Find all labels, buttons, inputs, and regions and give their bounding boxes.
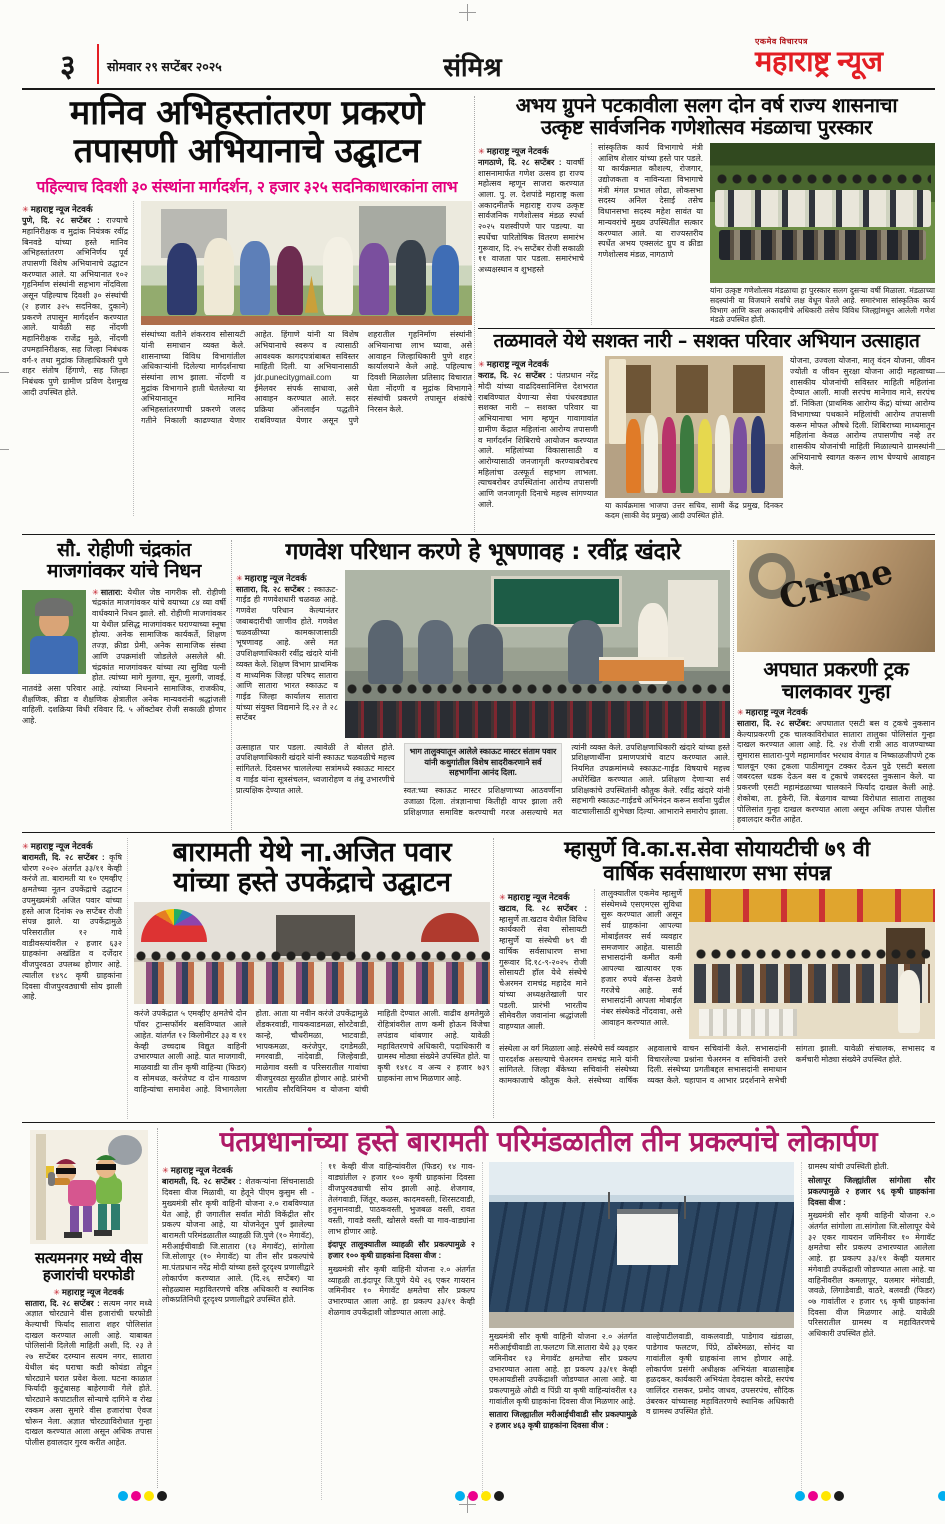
gharfodi-headline-line2: हजारांची घरफोडी: [42, 1265, 135, 1284]
maniv-body: संस्थांच्या वतीने शंकरराव सोसायटी यांनी समाधान व्यक्त केले. शासनाच्या विविध विभागांतील अधिकाऱ्यांनी दिलेल्या मार्गदर्शनाचा संस्थांना लाभ झाला. नोंदणी व मुद्रांक विभागाने हाती घेतलेल्या या अभियानातून मानिव अभिहस्तांतरणाची प्रकरणे जलद गतीने निकाली काढण्यात येणार आहेत. हिंगाणे यांनी या विशेष अभियानाचे स्वरूप व त्यासाठी आवश्यक कागदपत्रांबाबत सविस्तर माहिती दिली. या अभियानासाठी jdr.punecitygmail.com या ईमेलवर संपर्क साधावा, असे आवाहन करण्यात आले. सदर प्रक्रिया ऑनलाईन पद्धतीने राबविण्यात येणार असून पुणे शहरातील गृहनिर्माण संस्थांनी अभियानाचा लाभ घ्यावा, असे आवाहन जिल्हाधिकारी पुणे शहर कार्यालयाने केले आहे. पहिल्याच दिवशी मिळालेला प्रतिसाद विचारात घेता नोंदणी व मुद्रांक विभागाने संस्थांची प्रकरणे तपासून शंकांचे निरसन केले.: [141, 330, 472, 425]
photo-figure: [240, 241, 270, 315]
photo-plaque: [276, 915, 354, 956]
photo-chairs: [699, 1009, 797, 1036]
photo-chalkboard: [491, 576, 622, 626]
photo-maniv-inauguration: [141, 201, 472, 325]
talmavale-col-1: [478, 356, 598, 521]
magenta-dot-icon: [468, 1491, 478, 1501]
header-red-divider: [97, 44, 99, 84]
baramati-c2: विभागलेला होता. आता या नवीन करंजे उपकेंद्रामुळे शेंडकरवाडी, गायकवाडमळा, सोरटेवाडी, कान्हे, चौधरीमळा, भाटवाडी, भापकमळा, करंजेपुर, दगडेमळी, मगरवाडी, नांदेवाडी, जिल्हेवाडी, माळेगाव वस्ती व परिसरातील गावांचा वीजपुरवठा सुरळीत होणार आहे.: [215, 1009, 369, 1094]
article-mhasurne: [499, 838, 935, 1119]
ganvesh-dateline: सातारा, दि. २८ सप्टेंबर :: [236, 584, 311, 594]
maniv-left-column: [22, 201, 134, 516]
photo-figure: [715, 415, 729, 493]
black-dot-icon: [494, 1491, 504, 1501]
abhay-col-2: [591, 143, 703, 325]
gharfodi-byline: ✳ महाराष्ट्र न्यूज नेटवर्क: [53, 1286, 124, 1297]
logo-title: महाराष्ट्र न्यूज: [755, 46, 883, 78]
rule-row-2: [22, 534, 935, 535]
ganvesh-highlight-box: भाग तालुक्यातून आलेले स्काऊट मास्टर संताम पवार यांनी कथुगांतील विशेष सादरीकरणाने सर्व सहभागींना आनंद दिला.: [404, 743, 563, 783]
mhasurne-byline: ✳ महाराष्ट्र न्यूज नेटवर्क: [499, 892, 570, 903]
edge-tick-left-2: [0, 449, 9, 450]
photo-window: [733, 365, 765, 413]
byline-star-icon: ✳: [478, 146, 485, 156]
edge-tick-left-1: [0, 372, 9, 373]
mhasurne-headline-line2: वार्षिक सर्वसाधारण सभा संपन्न: [603, 860, 831, 885]
baramati-c3: प्रारंभी भारतीय सौरविनियम व योजना यांची माहिती देण्यात आली. वाढीव क्षमतेमुळे रोहित्रांवरील ताण कमी होऊन विजेचा लपंडाव थांबणार आहे. यावेळी महावितरणचे अधिकारी, पदाधिकारी व ग्रामस्थ मोठ्या संख्येने उपस्थित होते. या कृषी १४१८ व अन्य २ हजार ७३९ ग्राहकांना लाभ मिळणार आहे.: [255, 1009, 490, 1094]
obituary-headline-line2: माजगांवकर यांचे निधन: [47, 560, 201, 583]
byline-star-icon: ✳: [22, 842, 29, 851]
photo-curtain: [668, 580, 718, 667]
photo-figure: [359, 243, 389, 315]
lokarpan-center-bottom-columns: [489, 1332, 794, 1500]
abhay-col-1: [478, 143, 584, 325]
edge-tick-right-2: [936, 449, 945, 450]
maniv-dateline: पुणे, दि. २८ सप्टेंबर :: [22, 216, 100, 226]
article-apghat: [737, 540, 935, 830]
page-date: सोमवार २९ सप्टेंबर २०२५: [107, 60, 222, 74]
photo-mhasurne-meeting: [689, 889, 935, 1039]
photo-sari: [30, 636, 78, 674]
abhay-headline-line2: उत्कृष्ट सार्वजनिक गणेशोत्सव मंडळाचा पुरस्कार: [541, 115, 872, 140]
cmyk-registration-dots: [118, 1488, 170, 1506]
photo-solar-plant: [489, 1162, 794, 1328]
divider-v-2: [231, 540, 232, 830]
logo-tagline: एकमेव विचारपत्र: [755, 37, 808, 46]
article-maniv: [22, 94, 472, 532]
photo-table: [599, 657, 684, 681]
photo-figure: [167, 243, 197, 315]
byline-star-icon: ✳: [499, 893, 506, 903]
apghat-dateline: सातारा, दि. २८ सप्टेंबर:: [737, 718, 812, 728]
rule-above-talmavale: [478, 328, 935, 329]
lokarpan-col-b: [321, 1162, 475, 1500]
divider-v-5: [157, 1128, 158, 1488]
partial-cyan-dot-icon: [938, 1488, 945, 1506]
obituary-body: येथील जेष्ठ नागरीक सौ. रोहीणी चंद्रकांत माजगांवकर यांचे वयाच्या ८४ व्या वर्षी वार्धक्याने निधन झाले. सौ. रोहीणी माजगांवकर या येथील प्रसिद्ध माजगांवकर घराण्याच्या स्नूषा होत्या. अनेक सामाजिक कार्यकर्ते, शिक्षण तज्ज्ञ, क्रीडा प्रेमी, अनेक सामाजिक संस्था आणि उपक्रमांशी जोडलेले असलेले श्री. चंद्रकांत माजगांवकर यांच्या त्या सुविद्य पत्नी होत. त्यांच्या मागे मुलगा, सून, मुलगी, जावई, नातवंडे असा परिवार आहे. त्यांच्या निधनाने सामाजिक, राजकीय, शैक्षणिक, क्रीडा व शैक्षणिक क्षेत्रातील अनेक मान्यवरांनी श्रद्धांजली वाहिली. दशक्रिया विधी रविवार दि. ५ ऑक्टोबर रोजी सकाळी होणार आहे.: [22, 587, 226, 726]
photo-people-row-seated: [719, 230, 926, 261]
photo-maniv-lamp: [305, 276, 318, 313]
cyan-dot-icon: [118, 1491, 128, 1501]
photo-people-row-standing: [715, 190, 931, 226]
apghat-byline: ✳ महाराष्ट्र न्यूज नेटवर्क: [737, 706, 808, 717]
mhasurne-colb-text: तालुक्यातील एकमेव म्हासुर्णे संस्थेमध्ये एसएमएस सुविधा सुरू करण्यात आली असून सर्व ग्राहकांना आपल्या मोबाईलवर सर्व व्यवहार समजणार आहेत. यासाठी सभासदांनी कमीत कमी आपल्या खात्यावर एक हजार रुपये बॅलन्स ठेवणे गरजेचे आहे. सर्व सभासदांनी आपला मोबाईल नंबर संस्थेकडे नोंदवावा, असे आवाहन करण्यात आले.: [601, 889, 682, 1027]
divider-v-4: [493, 838, 494, 1118]
byline-star-icon: ✳: [22, 205, 29, 215]
lokarpan-headline: पंतप्रधानांच्या हस्ते बारामती परिमंडळातील तीन प्रकल्पांचे लोकार्पण: [219, 1125, 878, 1158]
edge-tick-right-1: [936, 372, 945, 373]
photo-banner: [609, 359, 627, 444]
abhay-photo-column: [710, 143, 935, 325]
page-number: ३: [60, 50, 76, 83]
gharfodi-dateline: सातारा, दि. २८ सप्टेंबर :: [25, 1298, 100, 1308]
divider-v-3: [733, 540, 734, 830]
lokarpan-c1-subhead: सातारा जिल्ह्यातील मरीआईचीवाडी सौर प्रकल्पामुळे २ हजार ४६३ कृषी ग्राहकांना दिवसा वीज :: [489, 1410, 637, 1431]
talmavale-dateline: कराड, दि. २८ सप्टेंबर :: [478, 371, 553, 381]
byline-star-icon: ✳: [478, 360, 485, 370]
lokarpan-col-a: [162, 1162, 314, 1500]
baramati-headline-line2: यांच्या हस्ते उपकेंद्राचे उद्घाटन: [173, 867, 451, 899]
apghat-body: अपघातात एसटी बस व ट्रकचे नुकसान केल्याप्रकरणी ट्रक चालकाविरोधात सातारा तालुका पोलिसांत गुन्हा दाखल करण्यात आला आहे. दि. २४ रोजी रात्री आठ वाजण्याच्या सुमारास सातारा-पुणे महामार्गावर भरधाव वेगात व निष्काळजीपणे ट्रक चालवून एका ट्रकला पाठीमागून टक्कर देऊन पुढे एसटी बसला जबरदस्त धडक देऊन बस व ट्रकाचे जबरदस्त नुकसान केले. या प्रकरणी एसटी महामंडळाच्या चालकाने फिर्याद दाखल केली आहे. शेकोबा, ता. हुकेरी, जि. बेळगाव याच्या विरोधात सातारा तालुका पोलिसांत गुन्हा दाखल करण्यात आला असून अधिक तपास पोलीस हवालदार करीत आहेत.: [737, 718, 935, 825]
yellow-dot-icon: [144, 1491, 154, 1501]
lokarpan-center-column: [482, 1162, 794, 1500]
photo-figure: [751, 416, 765, 493]
obituary-headline-line1: सौ. रोहीणी चंद्रकांत: [57, 539, 191, 561]
ganvesh-body-columns: [236, 743, 730, 847]
baramati-byline: ✳ महाराष्ट्र न्यूज नेटवर्क: [22, 841, 93, 851]
mhasurne-bottom-columns: [499, 1044, 935, 1116]
photo-maniv-flowerbed: [141, 316, 472, 325]
baramati-body-columns: [134, 1009, 490, 1113]
baramati-headline-line1: बारामती येथे ना.अजित पवार: [172, 837, 452, 868]
photo-control-building: [617, 1209, 678, 1265]
abhay-col1-text: यावर्षी शासनामार्फत गणेश उत्सव हा राज्य महोत्सव म्हणून साजरा करण्यात आला. पु. ल. देशपांडे महाराष्ट्र कला अकादमीतर्फे महाराष्ट्र राज्य उत्कृष्ट सार्वजनिक गणेशोत्सव मंडळ स्पर्धा २०२५ यशस्वीपणे पार पडल्या. या स्पर्धेचा पारितोषिक वितरण समारंभ गुरूवार, दि. २५ सप्टेंबर रोजी सकाळी ११ वाजता पार पडला. समारंभाचे अध्यक्षस्थान व शुभहस्ते: [478, 157, 584, 274]
magenta-dot-icon: [808, 1491, 818, 1501]
maniv-byline: ✳ महाराष्ट्र न्यूज नेटवर्क: [22, 204, 93, 215]
baramati-left-column: [22, 838, 128, 1119]
mhasurne-dateline: खटाव, दि. २८ सप्टेंबर :: [499, 904, 587, 914]
talmavale-col1-text: पंतप्रधान नरेंद्र मोदी यांच्या वाढदिवसानिमित्त देशभरात राबविण्यात येणाऱ्या सेवा पंधरवड्यात सशक्त नारी – सशक्त परिवार या अभियानाचा भाग म्हणून गावागावांत ग्रामीण केंद्रात महिलांना आरोग्य तपासणी व मार्गदर्शन शिबिराचे आयोजन करण्यात आले. महिलांच्या विकासासाठी व आरोग्यासाठी जनजागृती करण्याबरोबरच महिलांचा उत्स्फूर्त सहभाग लाभला. त्याचबरोबर उपस्थितांना आरोग्य तपासणी आणि जनजागृती दिनाचे महत्त्व सांगण्यात आले.: [478, 371, 598, 509]
abhay-headline-line1: अभय ग्रुपने पटकावीला सलग दोन वर्ष राज्य शासनाचा: [515, 93, 898, 117]
ganvesh-caption-flow: उत्साहात पार पडला. त्यावेळी ते बोलत होते. उपशिक्षणाधिकारी खंदारे यांनी स्काऊट चळवळीचे महत्त्व सांगितले. दिवसभर चाललेल्या सत्रांमध्ये स्काऊट मास्टर व गाईड यांना सूत्रसंचलन, ध्वजारोहण व तंबू उभारणीचे प्रात्यक्षिक देण्यात आले.: [236, 742, 395, 795]
mhasurne-cola-text: म्हासुर्णे ता.खटाव येथील विविध कार्यकारी सेवा सोसायटी म्हासुर्णे या संस्थेची ७९ वी वार्षिक सर्वसाधारण सभा गुरूवार दि.१८-९-२०२५ रोजी सोसायटी हॉल येथे संस्थेचे चेअरमन रामचंद्र महादेव माने यांच्या अध्यक्षतेखाली पार पडली. प्रारंभी भारतीय सीमेवरील जवानांना श्रद्धांजली वाहण्यात आली.: [499, 914, 587, 1031]
divider-v-1: [474, 96, 475, 532]
photo-ganvesh-training: [345, 570, 730, 738]
lokarpan-colb-subhead: इंदापूर तालुक्यातील व्याहळी सौर प्रकल्पामुळे २ हजार १०० कृषी ग्राहकांना दिवसा वीज :: [328, 1240, 475, 1261]
photo-attendee-heads: [694, 949, 930, 963]
photo-figure: [626, 419, 640, 493]
article-obituary: [22, 540, 226, 830]
photo-officer: [568, 620, 603, 684]
newspaper-logo: [755, 36, 935, 77]
photo-people-row-back: [715, 174, 931, 188]
photo-crowd-bodies: [134, 962, 490, 1005]
article-ganvesh: [236, 540, 730, 830]
talmavale-caption: या कार्यक्रमास भाजपा उत्तर सचिव, सामी केंद्र प्रमुख, दिनकर कदम (साकी वेद प्रमुख) आदी उपस्थित होते.: [605, 501, 783, 521]
photo-officer: [468, 624, 503, 684]
talmavale-col-2: [790, 356, 935, 521]
lokarpan-byline: ✳ महाराष्ट्र न्यूज नेटवर्क: [162, 1165, 233, 1176]
baramati-main-column: [134, 838, 490, 1113]
photo-officer: [418, 620, 453, 684]
abhay-byline: ✳ महाराष्ट्र न्यूज नेटवर्क: [478, 145, 549, 156]
photo-foreground-path: [489, 1312, 794, 1329]
photo-students-row: [345, 684, 730, 698]
maniv-headline-line2: तपासणी अभियानाचे उद्घाटन: [73, 131, 421, 172]
lokarpan-colb-text: मुख्यमंत्री सौर कृषी वाहिनी योजना २.० अंतर्गत व्याहळी ता.इंदापूर जि.पुणे येथे २६ एकर गायरान जमिनीवर १० मेगावॅट क्षमतेचा सौर प्रकल्प उभारण्यात आला आहे. हा प्रकल्प ३३/११ केव्ही शेळगाव उपकेंद्राशी जोडण्यात आला आहे.: [328, 1264, 475, 1317]
photo-figure: [432, 245, 458, 316]
gharfodi-body: सत्यम नगर मध्ये अज्ञात चोरट्याने वीस हजारांची घरफोडी केल्याची फिर्याद सातारा शहर पोलिसांत दाखल करण्यात आली आहे. याबाबत पोलिसांनी दिलेली माहिती अशी, दि. २३ ते २७ सप्टेंबर दरम्यान सत्यम नगर, सातारा येथील बंद घराचा कडी कोयंडा तोडून चोरट्याने घरात प्रवेश केला. घटना काळात फिर्यादी कुटुंबासह बाहेरगावी गेले होते. चोरट्याने कपाटातील सोन्याचे दागिने व रोख रक्कम असा सुमारे वीस हजारांचा ऐवज चोरून नेला. अज्ञात चोरट्याविरोधात गुन्हा दाखल करण्यात आला असून अधिक तपास पोलीस हवालदार गुरव करीत आहेत.: [25, 1298, 152, 1447]
maniv-headline-line1: मानिव अभिहस्तांतरण प्रकरणे: [69, 93, 425, 133]
photo-talmavale-group: [605, 356, 783, 498]
crop-mark-top-center: [459, 4, 476, 21]
abhay-dateline: नागठाणे, दि. २८ सप्टेंबर :: [478, 157, 562, 167]
photo-standing-person: [898, 970, 920, 1033]
cmyk-registration-dots: [795, 1488, 847, 1506]
article-lokarpan: [162, 1126, 935, 1488]
ganvesh-headline: गणवेश परिधान करणे हे भूषणावह : रवींद्र खंदारे: [285, 539, 681, 565]
photo-officer: [368, 620, 403, 684]
magenta-dot-icon: [131, 1491, 141, 1501]
lokarpan-cold-subhead: सोलापूर जिल्ह्यांतील सांगोला सौर प्रकल्पामुळे २ हजार ९६ कृषी ग्राहकांना दिवसा वीज :: [808, 1176, 935, 1207]
lokarpan-col-d: [801, 1162, 935, 1500]
photo-abhay-award-group: [710, 143, 935, 283]
ganvesh-byline: ✳ महाराष्ट्र न्यूज नेटवर्क: [236, 572, 307, 583]
photo-students-front: [345, 701, 730, 738]
photo-red-umbrella: [421, 913, 479, 942]
byline-star-icon: ✳: [737, 707, 744, 717]
cyan-dot-icon: [455, 1491, 465, 1501]
baramati-lead: कृषि धोरण २०२० अंतर्गत ३३/११ केव्ही करंजे ता. बारामती या १० एमव्हीए क्षमतेच्या नूतन उपकेंद्राचे उद्घाटन उपमुख्यमंत्री अजित पवार यांच्या हस्ते आज दिनांक २७ सप्टेंबर रोजी संपन्न झाले. या उपकेंद्रामुळे परिसरातील १२ गावे वाडीवस्त्यांवरील २ हजार ६३२ ग्राहकांना अखंडित व दर्जेदार वीजपुरवठा उपलब्ध होणार आहे. त्यातील १४९८ कृषी ग्राहकांना दिवसा वीजपुरवठ्याची सोय झाली आहे.: [22, 853, 122, 1002]
rule-row-4: [22, 1122, 935, 1123]
header-rule: [22, 88, 935, 90]
ganvesh-col3-text: नियमित उपक्रमांमध्ये स्काऊट-गाईड विषयाचे महत्त्व अधोरेखित करण्यात आले. प्रशिक्षण देणाऱ्या सर्व प्रशिक्षकांचे उपस्थितांनी कौतुक केले. रवींद्र खंदारे यांनी सहभागी स्काऊट-गाईडचे अभिनंदन करून सर्वांना पुढील वाटचालीसाठी शुभेच्छा दिल्या. आभाराने समारोप झाला.: [571, 764, 730, 817]
talmavale-photo-column: [605, 356, 783, 521]
article-baramati: [22, 838, 490, 1119]
article-talmavale: [478, 331, 935, 531]
cyan-dot-icon: [795, 1491, 805, 1501]
photo-figure: [698, 419, 712, 493]
lokarpan-colb-intro: ११ केव्ही वीज वाहिन्यांवरील (फिडर) १४ गाव- वाड्यांतील २ हजार १०० कृषी ग्राहकांना दिवसा वीजपुरवठ्याची सोय झाली आहे. शेजगाव, तेलंगवाडी, जिंतूर, कळस, कादमवस्ती, शिरसटवाडी, हनुमानवाडी, पाठकवस्ती, भुजबळ वस्ती, रावत वस्ती, गावडे वस्ती, खोसले वस्ती या गाव-वाड्यांना लाभ होणार आहे.: [328, 1162, 475, 1236]
photo-figure: [396, 240, 426, 316]
lokarpan-c1-text: मुख्यमंत्री सौर कृषी वाहिनी योजना २.० अंतर्गत मरीआईचीवाडी ता.फलटण जि.सातारा येथे ३३ एकर जमिनीवर १३ मेगावॅट क्षमतेचा सौर प्रकल्प उभारण्यात आला आहे. हा प्रकल्प ३३/११ केव्ही एमआयडीसी उपकेंद्राशी जोडण्यात आला आहे. या प्रकल्पामुळे ओढी व पिंप्री या कृषी वाहिन्यांवरील १३ गावांतील कृषी ग्राहकांना दिवसा वीज मिळणार आहे.: [489, 1332, 637, 1406]
yellow-dot-icon: [481, 1491, 491, 1501]
photo-rainbow-umbrella: [141, 909, 207, 942]
maniv-subhead: पहिल्याच दिवशी ३० संस्थांना मार्गदर्शन, २ हजार ३२५ सदनिकाधारकांना लाभ: [36, 179, 458, 197]
photo-figure: [204, 238, 234, 315]
cmyk-registration-dots: [455, 1488, 507, 1506]
talmavale-headline: तळमावले येथे सशक्त नारी – सशक्त परिवार अभियान उत्साहात: [493, 330, 920, 352]
abhay-col2-text: सांस्कृतिक कार्य विभागाचे मंत्री आशिष शेलार यांच्या हस्ते पार पडले. या कार्यक्रमात कौशल्य, रोजगार, उद्योजकता व नाविन्यता विभागाचे मंत्री मंगल प्रभात लोढा, लोकसभा सदस्य अनिल देसाई तसेच विधानसभा सदस्य महेश सावंत या मान्यवरांचे मुख्य उपस्थितीत सत्कार करण्यात आले. या राज्यस्तरीय स्पर्धेत अभय एक्सलंट ग्रुप व क्रीडा गणेशोत्सव मंडळ, नागठाणे: [598, 142, 703, 259]
maniv-lead: राज्याचे महानिरीक्षक व मुद्रांक नियंत्रक रवींद्र बिनवडे यांच्या हस्ते मानिव अभिहस्तांतरण अभिनिर्णय पूर्व तपासणी विशेष अभियानाचे उद्घाटन करण्यात आले. या अभियानात १०२ गृहनिर्माण संस्थांनी सहभाग नोंदविला असून पहिल्याच दिवशी ३० संस्थांची (२ हजार ३२५ सदनिका, दुकाने) प्रकरणे तपासून मार्गदर्शन करण्यात आले. यावेळी सह नोंदणी महानिरीक्षक राजेंद्र मुळे, नोंदणी उपमहानिरीक्षक, सह जिल्हा निबंधक वर्ग-१ तथा मुद्रांक जिल्हाधिकारी पुणे शहर संतोष हिंगाणे, सह जिल्हा निबंधक पुणे ग्रामीण प्रविण देशमुख आदी उपस्थित होते.: [22, 216, 128, 397]
photo-figure: [680, 415, 694, 493]
burglar-cartoon: [28, 1128, 150, 1246]
byline-star-icon: ✳: [162, 1166, 169, 1176]
abhay-caption: यांना उत्कृष्ट गणेशोत्सव मंडळाचा हा पुरस्कार सलग दुसऱ्या वर्षी मिळाला. मंडळाच्या सदस्यांनी या विजयाने सर्वांचे लक्ष वेधून घेतले आहे. समारंभास सांस्कृतिक कार्य विभाग आणि कला अकादमीचे अधिकारी तसेच विविध जिल्ह्यांमधून आलेली गणेश मंडळे उपस्थित होती.: [710, 285, 935, 325]
baramati-c1: करंजे उपकेंद्रात ५ एमव्हीए क्षमतेचे दोन पॉवर ट्रान्सफॉर्मर बसविण्यात आले आहेत. यांतर्गत १२ किलोमीटर ३३ व ११ केव्ही उच्चदाब विद्युत वाहिनी उभारण्यात आली आहे. यात माजगावी, माळवाडी या तीन कृषी वाहिन्या (फिडर) व सोमथळ, करंजेपट व दोन गावठाण वाहिन्यांचा समावेश आहे.: [134, 1009, 247, 1094]
lokarpan-dateline: बारामती, दि. २८ सप्टेंबर :: [162, 1177, 242, 1187]
ganvesh-col1-text: स्काऊट-गाईड ही गणवेशधारी चळवळ आहे. गणवेश परिधान केल्यानंतर जबाबदारीची जाणीव होते. गणवेश चळवळीच्या कामकाजासाठी भूषणावह आहे. असे मत उपशिक्षणाधिकारी रवींद्र खंदारे यांनी व्यक्त केले. शिक्षण विभाग प्राथमिक व माध्यमिक जिल्हा परिषद सातारा आणि सातारा भारत स्काऊट व गाईड जिल्हा कार्यालय सातारा यांच्या संयुक्त विद्यमाने दि.२२ ते २८ सप्टेंबर: [236, 584, 338, 723]
black-dot-icon: [834, 1491, 844, 1501]
photo-attendees: [694, 964, 930, 1003]
apghat-headline-line2: चालकावर गुन्हा: [781, 679, 891, 704]
section-title: संमिश्र: [443, 52, 502, 82]
photo-pole: [684, 1196, 686, 1219]
baramati-dateline: बारामती, दि. २८ सप्टेंबर :: [22, 853, 105, 862]
talmavale-byline: ✳ महाराष्ट्र न्यूज नेटवर्क: [478, 359, 549, 370]
lokarpan-c2-text: वाल्हेपाटीलवाडी, वाकलवाडी, पाडेगाव खंडाळा, पाडेगाव फलटण, पिंप्रे, ठोंबरेमळा, सोनंद या गावांतील कृषी ग्राहकांना लाभ होणार आहे. लोकार्पण प्रसंगी अधीक्षक अभियंता बाळासाहेब हळदकर, कार्यकारी अभियंता देवदास कोरडे, सरपंच जालिंदर रासकर, प्रमोद जाधव, उपसरपंच, सौदिक उंबरकर यांच्यासह महावितरणचे स्थानिक अधिकारी व ग्रामस्थ उपस्थित होते.: [646, 1332, 794, 1417]
photo-figure: [323, 237, 353, 315]
photo-window: [676, 365, 708, 413]
photo-crime-text: Crime: [775, 551, 897, 619]
ganvesh-left-column: [236, 570, 338, 738]
black-dot-icon: [157, 1491, 167, 1501]
article-abhay: [478, 94, 935, 326]
apghat-headline-line1: अपघात प्रकरणी ट्रक: [763, 657, 909, 681]
mhasurne-headline-line1: म्हासुर्णे वि.का.स.सेवा सोयायटीची ७९ वी: [564, 837, 870, 861]
photo-crime-handcuffs: [737, 540, 935, 652]
ganvesh-col2-text: स्वत:च्या स्काऊट मास्टर प्रशिक्षणाच्या आठवणींना उजाळा दिला. तंत्रज्ञानाचा कितीही वापर झाला तरी प्रशिक्षणात समाविष्ट करण्याची गरज असल्याचे मत त्यांनी व्यक्त केले. उपशिक्षणाधिकारी खंदारे यांच्या हस्ते प्रशिक्षणार्थींना प्रमाणपत्रांचे वाटप करण्यात आले.: [403, 742, 730, 817]
gharfodi-headline-line1: सत्यमनगर मध्ये वीस: [35, 1249, 142, 1267]
obituary-place: सातारा:: [100, 587, 123, 597]
photo-banner-strip: [689, 889, 935, 922]
maniv-body-columns: [141, 330, 472, 516]
mhasurne-bottom-text: संस्थेला अ वर्ग मिळाला आहे. संस्थेचे सर्व व्यवहार पारदर्शक असल्याचे चेअरमन रामचंद्र माने यांनी सांगितले. जिल्हा बँकेच्या सचिवांनी संस्थेच्या कामकाजाचे कौतुक केले. संस्थेच्या वार्षिक अहवालाचे वाचन सचिवांनी केले. सभासदांनी विचारलेल्या प्रश्नांना चेअरमन व सचिवांनी उत्तरे दिली. संस्थेच्या प्रगतीबद्दल सभासदांनी समाधान व्यक्त केले. चहापान व आभार प्रदर्शनाने सभेची सांगता झाली. यावेळी संचालक, सभासद व कर्मचारी मोठ्या संख्येने उपस्थित होते.: [499, 1044, 935, 1086]
byline-star-icon: ✳: [236, 573, 243, 583]
byline-star-icon: ✳: [92, 587, 99, 597]
photo-figure: [277, 246, 303, 315]
photo-obituary-portrait: [22, 590, 86, 674]
photo-figure: [662, 417, 676, 492]
photo-figure: [733, 417, 747, 492]
article-gharfodi: [25, 1128, 152, 1488]
lokarpan-cold-intro: ग्रामस्थ यांची उपस्थिती होती.: [808, 1162, 889, 1172]
lokarpan-cola-text: शेतकऱ्यांना सिंचनासाठी दिवसा वीज मिळावी, या हेतूने पीएम कुसुम सी - मुख्यमंत्री सौर कृषी वाहिनी योजना २.० राबविण्यात येत आहे, ही जगातील सर्वात मोठी विकेंद्रीत सौर प्रकल्प योजना आहे, या योजनेतून पुर्ण झालेल्या बारामती परिमंडळातील व्याहळी जि.पुणे (१० मेगावॅट), मरीआईचीवाडी जि.सातारा (१३ मेगावॅट), सांगोला जि.सोलापूर (१० मेगावॅट) या तीन सौर प्रकल्पांचे मा.पंतप्रधान नरेंद्र मोदी यांच्या हस्ते दूरदृश्य प्रणालीद्वारे लोकार्पण करण्यात आले. (दि.२६ सप्टेंबर) या सोहळ्यास महावितरणचे वरिष्ठ अधिकारी व स्थानिक लोकप्रतिनिधी दूरदृश्य प्रणालीद्वारे उपस्थित होते.: [162, 1177, 314, 1305]
byline-star-icon: ✳: [53, 1287, 60, 1297]
photo-baramati-event: [134, 902, 490, 1004]
lokarpan-cold-text: मुख्यमंत्री सौर कृषी वाहिनी योजना २.० अंतर्गत सांगोला ता.सांगोला जि.सोलापूर येथे ३२ एकर गायरान जमिनीवर १० मेगावॅट क्षमतेचा सौर प्रकल्प उभारण्यात आलेला आहे. हा प्रकल्प ३३/११ केव्ही यलमार मंगेवाडी उपकेंद्राशी जोडण्यात आला आहे. या वाहिनीवरील कमलापूर, यलमार मंगेवाडी, जवळे, लिगाडेवाडी, वाठरे, बलवडी (फिडर) ०७ गावांतील २ हजार ९६ कृषी ग्राहकांना दिवसा वीज मिळणार आहे. यावेळी परिसरातील ग्रामस्थ व महावितरणचे अधिकारी उपस्थित होते.: [808, 1211, 935, 1339]
mhasurne-col-b: [594, 889, 682, 1039]
photo-pole: [608, 1192, 610, 1219]
yellow-dot-icon: [821, 1491, 831, 1501]
photo-hair: [35, 598, 73, 616]
talmavale-col2-text: योजना, उज्वला योजना, मातृ वंदन योजना, जीवन ज्योती व जीवन सुरक्षा योजना आदी महत्वाच्या शासकीय योजनांची सविस्तर माहिती महिलांना देण्यात आली. माजी सरपंच मानेगाव माने, सरपंच डॉ. निकिता (प्राथमिक आरोग्य केंद्र) यांच्या आरोग्य विभागाच्या पथकाने महिलांची आरोग्य तपासणी करून मोफत औषधे दिली. शिबिराच्या माध्यमातून महिलांना केवळ आरोग्य तपासणीच नव्हे तर शासकीय योजनांची माहिती मिळाल्याने ग्रामस्थांनी अभियानाचे स्वागत करून लाभ घेण्याचे आवाहन केले.: [790, 356, 935, 473]
mhasurne-col-a: [499, 889, 587, 1039]
photo-figure: [644, 415, 658, 493]
